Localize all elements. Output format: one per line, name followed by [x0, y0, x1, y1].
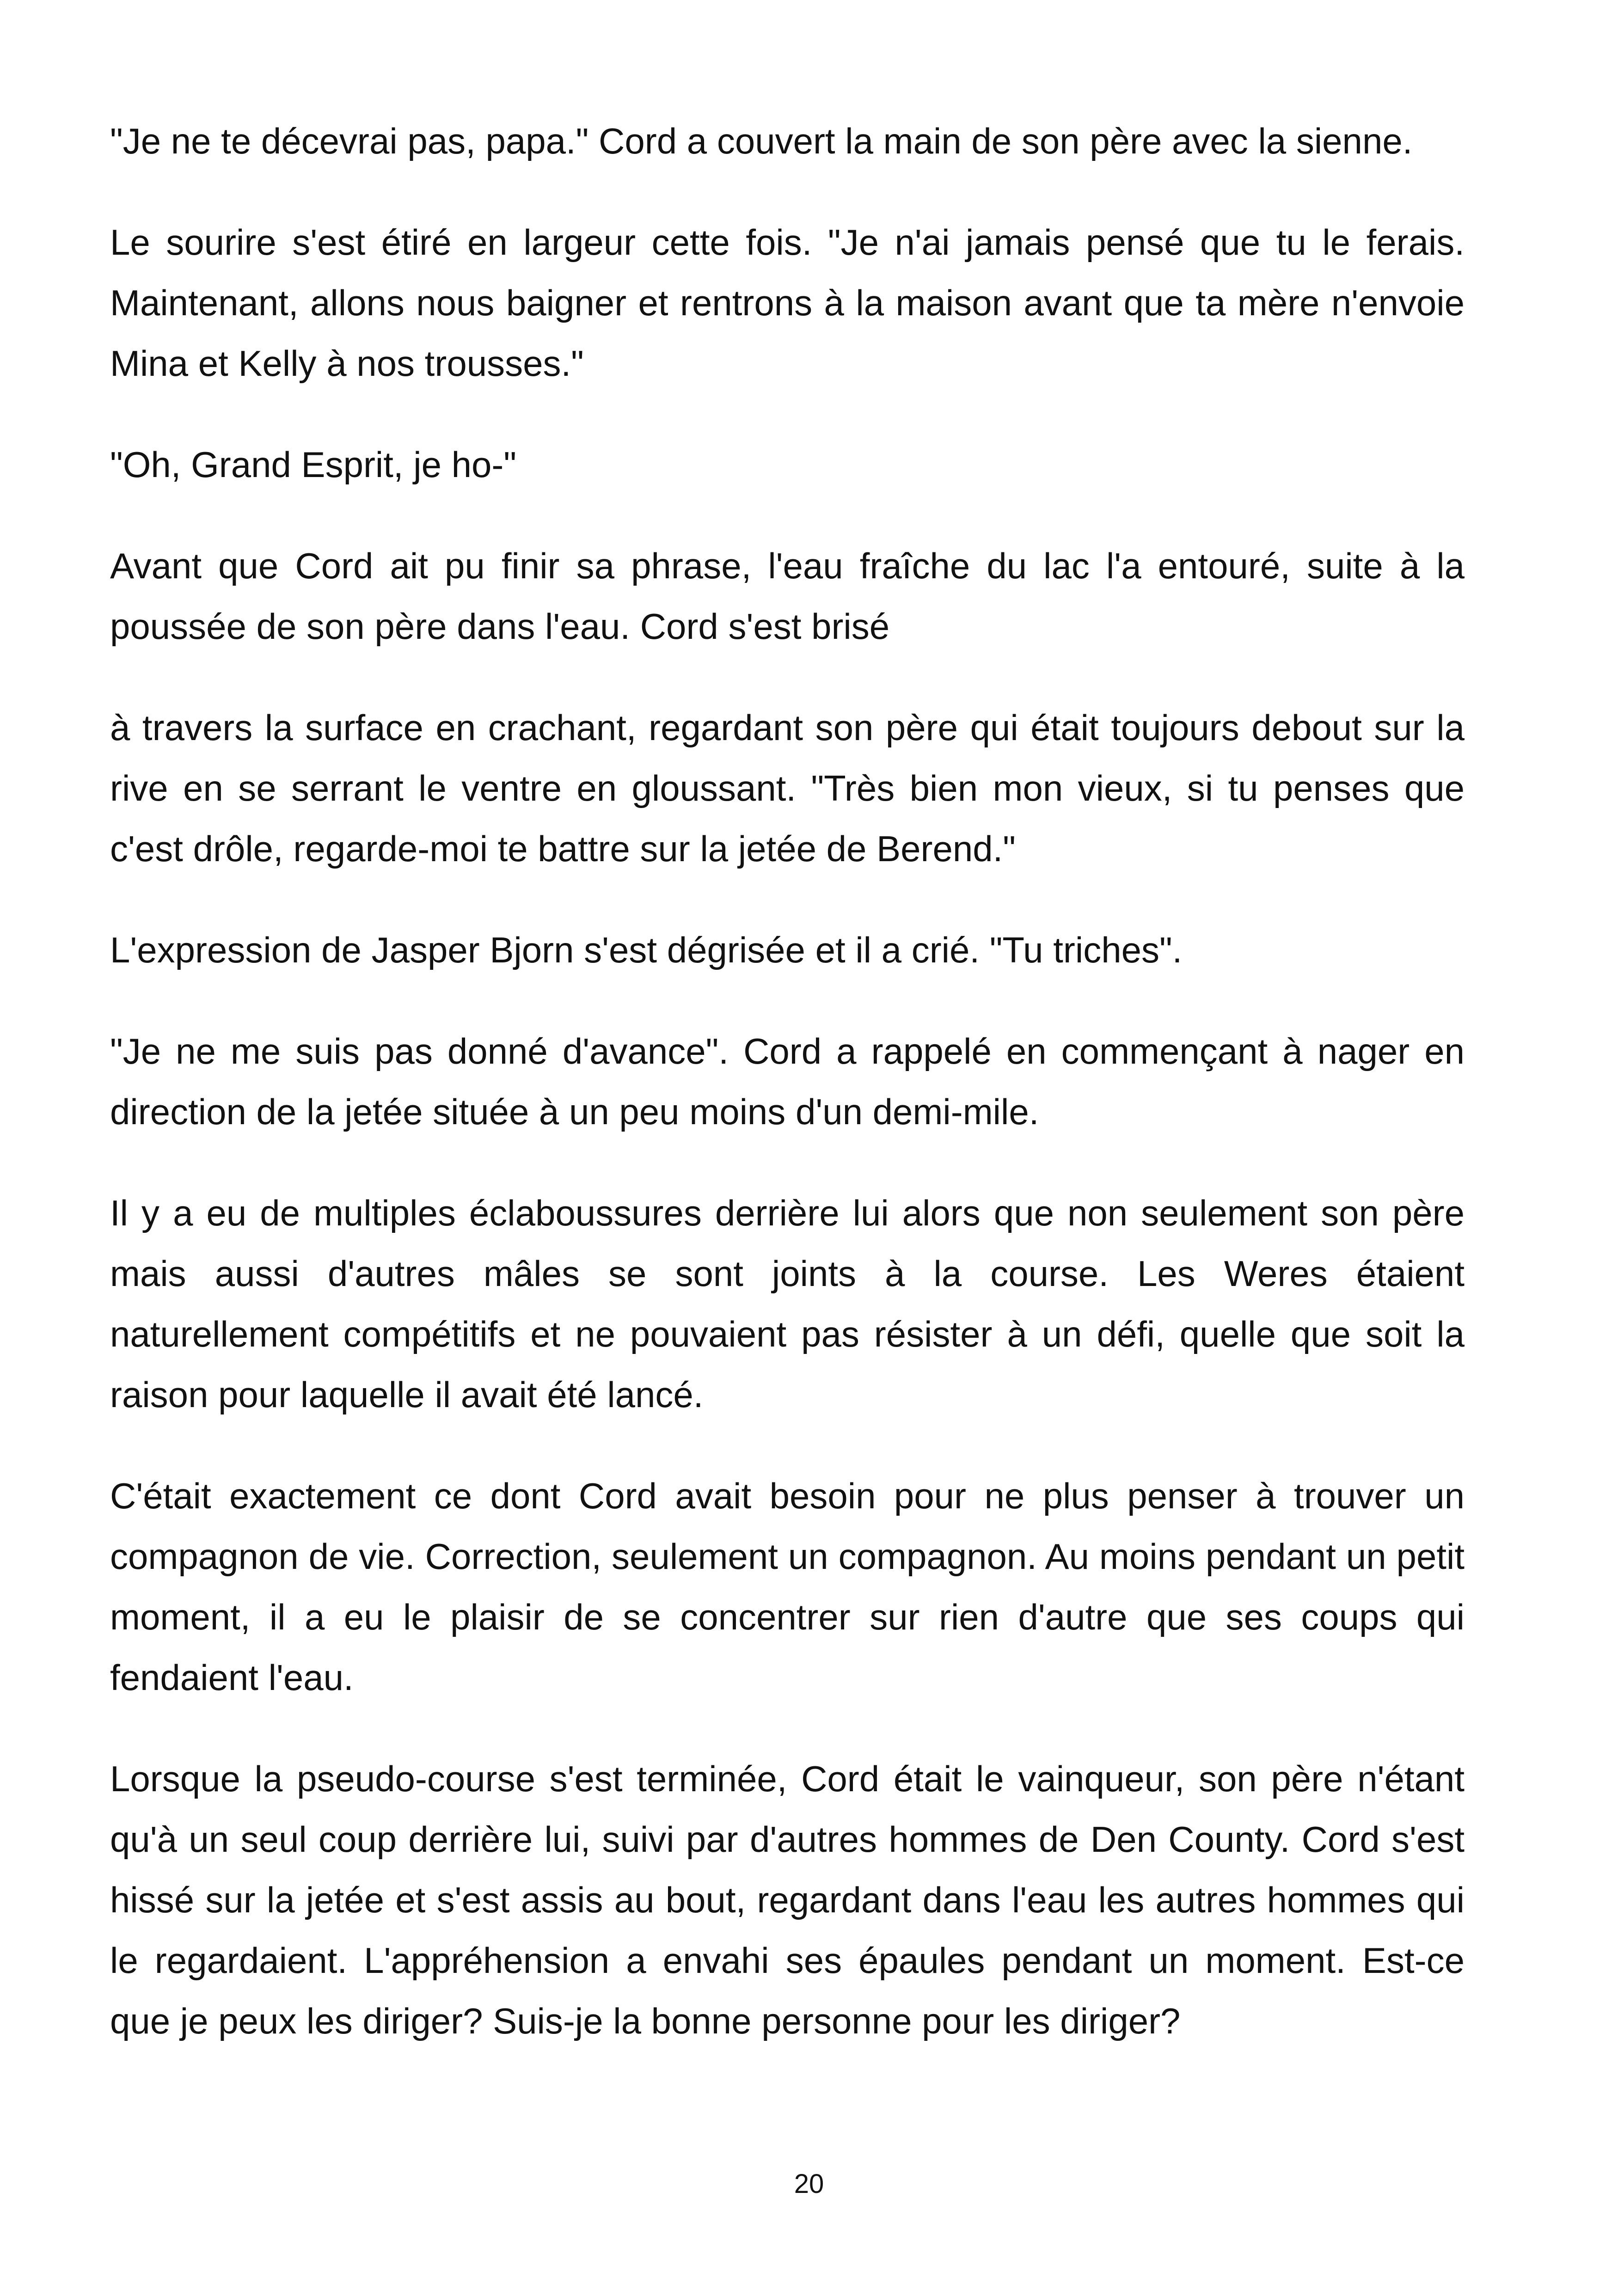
paragraph-7: "Je ne me suis pas donné d'avance". Cord a rappelé en commençant à nager en direction de la jetée située à un peu moins d'un demi-mile.	[110, 1031, 1465, 1132]
paragraph-5: à travers la surface en crachant, regardant son père qui était toujours debout sur la rive en se serrant le ventre en gloussant. "Très bien mon vieux, si tu penses que c'est drôle, regarde-moi te battre sur la jetée de Berend."	[110, 707, 1465, 869]
paragraph-2: Le sourire s'est étiré en largeur cette fois. "Je n'ai jamais pensé que tu le ferais. Maintenant, allons nous baigner et rentrons à la maison avant que ta mère n'envoie Mina et Kelly à nos trousses."	[110, 222, 1465, 384]
paragraph-9: C'était exactement ce dont Cord avait besoin pour ne plus penser à trouver un compagnon de vie. Correction, seulement un compagnon. Au moins pendant un petit moment, il a eu le plaisir de se concentrer sur rien d'autre que ses coups qui fendaient l'eau.	[110, 1476, 1465, 1698]
paragraph-1: "Je ne te décevrai pas, papa." Cord a couvert la main de son père avec la sienne.	[110, 121, 1413, 161]
paragraph-10: Lorsque la pseudo-course s'est terminée, Cord était le vainqueur, son père n'étant qu'à un seul coup derrière lui, suivi par d'autres hommes de Den County. Cord s'est hissé sur la jetée et s'est assis au bout, regardant dans l'eau les autres hommes qui le regardaient. L'appréhension a envahi ses épaules pendant un moment. Est-ce que je peux les diriger? Suis-je la bonne personne pour les diriger?	[110, 1758, 1465, 2041]
paragraph-6: L'expression de Jasper Bjorn s'est dégrisée et il a crié. "Tu triches".	[110, 930, 1183, 970]
paragraph-8: Il y a eu de multiples éclaboussures derrière lui alors que non seulement son père mais aussi d'autres mâles se sont joints à la course. Les Weres étaient naturellement compétitifs et ne pouvaient pas résister à un défi, quelle que soit la raison pour laquelle il avait été lancé.	[110, 1193, 1465, 1415]
paragraph-3: "Oh, Grand Esprit, je ho-"	[110, 444, 517, 485]
page-number: 20	[794, 2169, 824, 2199]
body-text	[110, 111, 1465, 2092]
paragraph-4: Avant que Cord ait pu finir sa phrase, l'eau fraîche du lac l'a entouré, suite à la poussée de son père dans l'eau. Cord s'est brisé	[110, 545, 1465, 647]
